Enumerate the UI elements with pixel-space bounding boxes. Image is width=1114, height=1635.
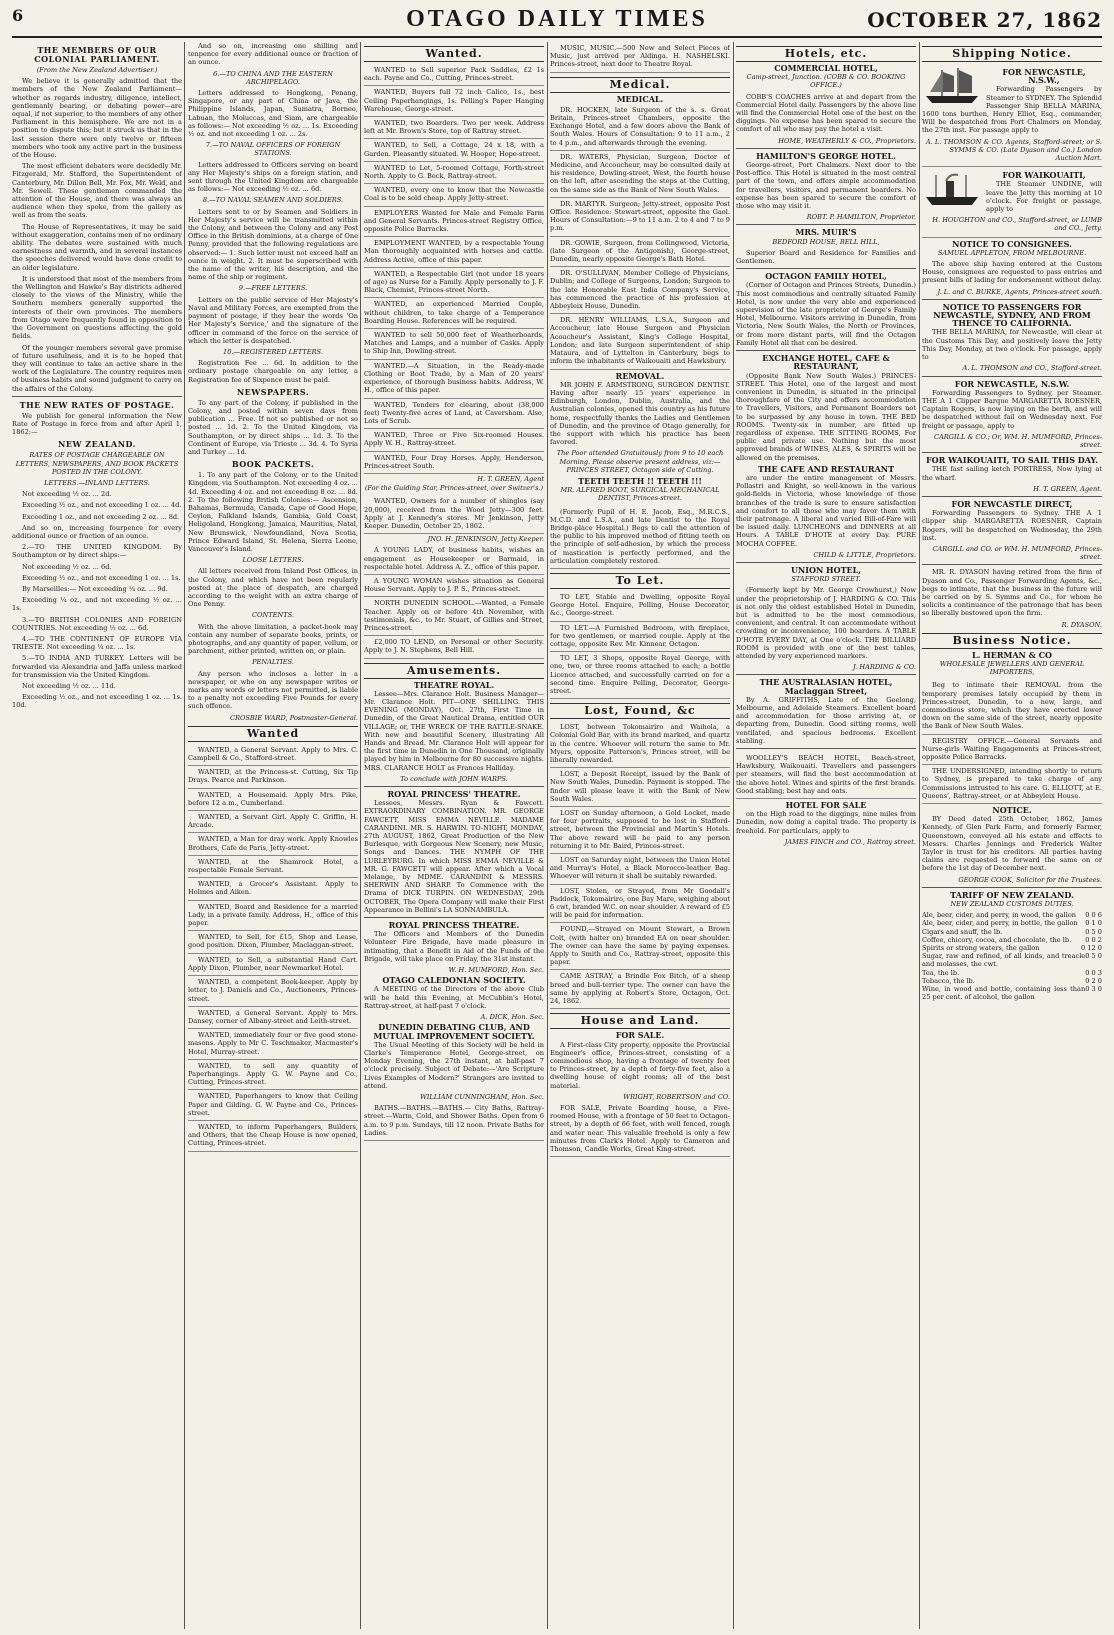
wanted-ad: WANTED, a General Servant. Apply to Mrs. Dansey, corner of Albany-street and Leith-street. [188,1007,358,1029]
wanted-ad: EMPLOYERS Wanted for Male and Female Farm and General Servants. Princes-street Registry Office, opposite Police Barracks. [364,207,544,238]
rule [922,564,1102,565]
ship-text: Forwarding Passengers by Steamer to SYDNEY. The Splendid Passenger Ship BELLA MARINA, 1600 tons burthen, Henry Elliot, Esq., commander, Will be despatched from Port Chalmers on Monday, the 27th inst. For passage apply to [922,85,1102,135]
section-title: 6.—TO CHINA AND THE EASTERN ARCHIPELAGO. [213,69,333,86]
article-source: (From the New Zealand Advertiser.) [36,66,158,74]
column-3 [364,42,544,1629]
wanted-heading: Wanted. [364,46,544,62]
to-let-heading: To Let. [550,573,730,589]
medical-ad: DR. WATERS, Physician, Surgeon, Doctor of Medicine, and Accoucheur, may be consulted daily at his residence, Dowling-street, West, the fourth house on the left, after ascending the steps at the Cutting, on the same side as the Bank of New South Wales. [550,151,730,198]
wanted-heading: Wanted [188,726,358,742]
postage-subheading-3: LETTERS.—INLAND LETTERS. [44,478,150,487]
princess-benefit-title: ROYAL PRINCESS THEATRE. [388,920,520,931]
column-divider [919,42,920,1629]
tariff-item: Wine, in wood and bottle, containing less than 25 per cent. of alcohol, the gallon [922,985,1086,1002]
herman-sub: WHOLESALE JEWELLERS AND GENERAL IMPORTERS, [939,659,1085,677]
school-ad: NORTH DUNEDIN SCHOOL.—Wanted, a Female Teacher. Apply on or before 4th November, with testimonials, &c., to Mr. Stuart, of Gillies and Street, Princes-street. [364,597,544,636]
rule [736,748,916,749]
section-title: LOOSE LETTERS. [242,556,304,565]
union-hotel-title: UNION HOTEL, [790,564,862,575]
wanted-ad: WANTED, a competent Book-keeper. Apply by letter, to J. Daniels and Co., Auctioneers, Princes-street. [188,976,358,1007]
section-title: CONTENTS. [252,611,294,620]
article-heading: THE MEMBERS OF OUR COLONIAL PARLIAMENT. [34,45,160,64]
waikouaiti-sig: H. T. GREEN, Agent. [1033,484,1102,493]
tariff-item: Coffee, chicory, cocoa, and chocolate, the lb. [922,935,1072,944]
exchange-hotel-title: EXCHANGE HOTEL, CAFE & RESTAURANT, [762,353,890,372]
business-notice-heading: Business Notice. [922,633,1102,649]
exchange-hotel-sig: CHILD & LITTLE, Proprietors. [813,550,916,559]
column-divider [360,42,361,1629]
dyason-sig: R. DYASON. [1061,620,1102,629]
to-let-ad: TO LET, 3 Shops, opposite Royal George, with one, two, or three rooms attached to each; a bottle Licence attached, and successfully carried on for a second time. Enquire Pelling, Decorator, George-street. [550,652,730,699]
consignees-text: The above ship having entered at the Custom House, consignees are requested to pass entries and present bills of lading for endorsement without delay. [922,260,1102,285]
situation-ad: A YOUNG WOMAN wishes situation as General House Servant. Apply to J. P. S., Princes-street. [364,575,544,597]
loan-ad: £2,000 TO LEND, on Personal or other Security. Apply to J. N. Stephens, Bell Hill. [364,636,544,658]
hotels-heading: Hotels, etc. [736,46,916,62]
section-title: NEWSPAPERS. [236,386,310,397]
tariff-rate: 0 5 0 [1085,927,1102,936]
wanted-ad: WANTED, two Boarders. Two per week. Address left at Mr. Brown's Store, top of Rattray street. [364,117,544,139]
newcastle-text: Forwarding Passengers to Sydney, per Steamer. THE A 1 Clipper Barque MARGARETTA ROESNER, Captain Rogers, is now laying on the berth, and will be despatched without fail on Wednesday next. For freight or passage, apply to [922,388,1102,430]
postage-heading: THE NEW RATES OF POSTAGE. [19,399,175,410]
rule [12,396,182,397]
debating-signature: WILLIAM CUNNINGHAM, Hon. Sec. [420,1092,544,1101]
agent-note: (For the Guiding Star, Princes-street, over Switzer's.) [364,484,544,493]
to-let-ad: TO LET, Stable and Dwelling, opposite Royal George Hotel. Enquire, Pelling, House Decorator, &c., George-street. [550,591,730,622]
secretary-signature: W. H. MUMFORD, Hon. Sec. [448,966,544,975]
princess-theatre-text: Lessees, Messrs. Ryan & Fawcett. EXTRAORDINARY COMBINATION. MR. GEORGE FAWCETT, MISS EMMA NEVILLE. MADAME CARANDINI. MR. S. HARWIN. TO-NIGHT, MONDAY, 27th AUGUST, 1862, Great Production of the New Burlesque, with Gorgeous New Scenery, new Music, Songs and Dances. THE NYMPH OF THE LURLEYBURG. In which MISS EMMA NEVILLE & MR. G. FAWCETT will appear. After which a Vocal Melange, by MDME. CARANDINI & MESSRS. SHERWIN AND SHARP. To Commence with the Drama of DICK TURPIN. ON WEDNESDAY, 29th OCTOBER, The Opera Company will make their First Appearance in Bellini's LA SONNAMBULA. [364,799,544,914]
woolleys-ad: WOOLLEY'S BEACH HOTEL, Beach-street, Hawksbury, Waikouaiti. Travellers and passengers per steamers, will find the best accommodation at the above hotel. Wines and spirits of the first brands. Good stabling; best hay and oats. [736,752,916,799]
rule [736,562,916,563]
lost-ad: LOST on Saturday night, between the Union Hotel and Murray's Hotel, a Black Morocco-leather Bag. Whoever will return it shall be suitably rewarded. [550,854,730,885]
section-title: 8.—TO NAVAL SEAMEN AND SOLDIERS. [202,196,344,205]
union-hotel-sig: J. HARDING & CO. [853,663,916,672]
masthead [12,6,1102,38]
section-text: Letters sent to or by Seamen and Soldiers in Her Majesty's service will be transmitted within the Colony, and between the Colony and any Post Office in the British dominions, at a charge of One Penny, provided that the following regulations are observed:— 1. Such letter must not exceed half an ounce in weight. 2. It must be superscribed with the name of the writer, his description, and the name of the ship or regiment. [188,207,358,282]
column-divider [547,42,548,1629]
newcastle-sig: CARGILL & CO.; Or, WM. H. MUMFORD, Princes-street. [933,432,1102,449]
tariff-title: TARIFF OF NEW ZEALAND. [950,889,1074,900]
theatre-text: Lessee—Mrs. Clarance Holt. Business Manager—Mr. Clarance Holt. PIT—ONE SHILLING. THIS EVENING (MONDAY), Oct. 27th, First Time in Dunedin, of the Great Nautical Drama, entitled OUR VILLAGE; or, THE WRECK OF THE RATTLE-SNAKE. With new and beautiful Scenery, illustrating All Hands and Bread. Mr. Clarance Holt will appear for the first time in Dunedin in One Thousand, originally played by him in Melbourne for 80 successive nights. MRS. CLARANCE HOLT as Frances Halliday. [364,689,544,772]
article-paragraph: The most efficient debaters were decidedly Mr. Fitzgerald, Mr. Stafford, the Superintendent of Canterbury, Mr. Dillon Bell, Mr. Fox, Mr. Weld, and Mr. Sewell. These gentlemen commanded the attention of the House, and there was always an audience when they spoke, from the gallery as well as from the seats. [12,162,182,220]
situation-ad: A YOUNG LADY, of business habits, wishes an engagement as Housekeeper or Barmaid, in respectable hotel. Address A. Z., office of this paper. [364,544,544,575]
cafe-text: are under the entire management of Messrs. Pollastri and Knight, so well-known in the various gold-fields in Victoria, whose knowledge of those branches of the trade is sure to ensure satisfaction and comfort to all those who may favor them with their patronage. A liberal and varied Bill-of-Fare will be issued daily. LUNCHEONS and DINNERS at all Hours. A TABLE D'HOTE at every Day. PURE MOCHA COFFEE. [736,473,916,548]
hotel-sale-text: on the High road to the diggings, nine miles from Dunedin, now doing a capital trade. The property is freehold. For particulars, apply to [736,810,916,835]
teeth-subtitle: MR. ALFRED BOOT, SURGICAL MECHANICAL DENTIST, Princes-street. [560,486,720,503]
jetty-notice: WANTED, Owners for a number of shingles (say 20,000), received from the Wood Jetty—300 feet. Apply at J. Kennedy's stores. Mr Jenkinson, Jetty Keeper. Dunedin, October 25, 1862. [364,495,544,534]
tariff-rate: 0 0 2 [1085,935,1102,944]
tariff-row [922,936,1102,944]
tariff-row [922,928,1102,936]
medical-ad: DR. O'SULLIVAN, Member College of Physicians, Dublin; and College of Surgeons, London; Surgeon to the late Honorable East India Company's Service, has commenced the practice of his profession at Abbeyleix House, Dunedin. [550,267,730,314]
rule [922,376,1102,377]
wanted-ad: EMPLOYMENT WANTED, by a respectable Young Man thoroughly acquainted with horses and cattle. Address Active, office of this paper. [364,237,544,268]
princess-theatre-title: ROYAL PRINCESS' THEATRE. [387,789,521,800]
jetty-signature: JNO. H. JENKINSON, Jetty Keeper. [427,535,544,544]
muir-title: MRS. MUIR'S [795,227,857,238]
tariff-sub: NEW ZEALAND CUSTOMS DUTIES. [950,900,1074,909]
lost-ad: LOST, between Tokomairiro and Waihola, a Colonial Gold Bar, with its brand marked, and quartz in the centre. Whoever will return the same to Mr. Myers, opposite Patterson's, Princes street, will be liberally rewarded. [550,721,730,768]
rule [736,148,916,149]
section-title: 9.—FREE LETTERS. [238,284,308,293]
wanted-ad: WANTED, every one to know that the Newcastle Coal is to be sold cheap. Apply Jetty-street. [364,184,544,206]
section-title: PENALTIES. [252,658,294,667]
lost-ad: LOST on Sunday afternoon, a Gold Locket, made for four portraits, supposed to be lost in Stafford-street, between the Provincial and Martin's Hotels. The above reward will be paid to any person returning it to Mr. Baird, Princes-street. [550,807,730,854]
commercial-hotel-text: COBB'S COACHES arrive at and depart from the Commercial Hotel daily. Passengers by the above line will find the Commercial Hotel one of the best on the diggings. No expense has been spared to secure the comfort of all who may pay the hotel a visit. [736,92,916,134]
cafe-title: THE CAFE AND RESTAURANT [757,463,895,474]
wanted-ad: WANTED to sell 50,000 feet of Weatherboards, Matches and Lamps, and a number of Casks. Apply to Ship Inn, Dowling-street. [364,329,544,360]
hamilton-hotel-sig: ROBT. P. HAMILTON, Proprietor. [806,213,916,222]
section-text: With the above limitation, a packet-book may contain any number of separate books, prints, or photographs, and any quantity of paper, vellum, or parchment, either printed, written on, or plain. [188,622,358,656]
teeth-text: (Formerly Pupil of H. E. Jacob, Esq., M.R.C.S., M.C.D. and L.S.A., and late Dentist to the Royal Bridge-place Hospital.) Begs to call the attention of the public to his improved method of fitting teeth on the principle of self-adhesion, by which the process of mastication is perfectly performed, and the articulation completely restored. [550,506,730,569]
rule [364,917,544,918]
newcastle-title: FOR NEWCASTLE, N.S.W. [954,378,1070,389]
waikouaiti-text: THE fast sailing ketch PORTRESS, Now lying at the wharf. [922,465,1102,482]
article-paragraph: The House of Representatives, it may be said without exaggeration, contains men of no ordinary ability. The debates were sustained with much earnestness and warmth, and in several instances the speeches delivered would have done credit to an older legislature. [12,222,182,272]
medical-heading: Medical. [550,77,730,93]
article-paragraph: It is understood that most of the members from the Wellington and Hawke's Bay districts adhered closely to the views of the Ministry, while the Southern members generally supported the interests of their own provinces. The members from Otago were frequently found in opposition to the Government on questions affecting the gold fields. [12,274,182,341]
wanted-ad: WANTED, to Sell, a Cottage, 24 x 18, with a Garden. Pleasantly situated. W. Hooper, Hope-street. [364,139,544,161]
medical-ad: DR. HENRY WILLIAMS, L.S.A., Surgeon and Accoucheur, late House Surgeon and Physician Acoucheur's Assistant, King's College Hospital, London; and late Surgeon superintendent of ship Mataura, and of Lyttelton in Canterbury, begs to inform the inhabitants of Waikouaiti and Hawksbury. [550,314,730,369]
tariff-rate: 0 3 0 [1085,985,1102,994]
herman-text: Beg to intimate their REMOVAL from the temporary premises lately occupied by them in Princes-street, Dunedin, to a new, large, and commodious store, which they have erected lower down on the same side of the street, nearly opposite the Bank of New South Wales. [922,679,1102,734]
wanted-ad: WANTED, a General Servant. Apply to Mrs. C. Campbell & Co., Stafford-street. [188,744,358,766]
wanted-ad: WANTED, a Respectable Girl (not under 18 years of age) as Nurse for a Family. Apply personally to J. F. Black, Chemist, Princes-street North. [364,268,544,299]
tariff-item: Spirits or strong waters, the gallon [922,944,1040,953]
rule [922,299,1102,300]
ship-title: FOR NEWCASTLE, N.S.W., [1002,67,1086,86]
section-text: Registration Fee ... 6d. In addition to the ordinary postage chargeable on any letter, a Registration fee of Sixpence must be paid. [188,359,358,384]
tariff-row [922,919,1102,927]
postage-line: And so on, increasing fourpence for every additional ounce or fraction of an ounce. [12,523,182,540]
tariff-rate: 0 1 0 [1085,919,1102,928]
column-4 [550,42,730,1629]
rule [922,452,1102,453]
column-2 [188,42,358,1629]
wanted-ad: WANTED to Sell superior Pack Saddles, £2 1s each. Payne and Co., Cutting, Princes-street. [364,64,544,86]
elliott-ad: THE UNDERSIGNED, intending shortly to return to Sydney, is prepared to take charge of any Commissions intrusted to his care. G. ELLIOTT, at E. Queens', Rattray-street, or at Abbeyleix House. [922,765,1102,804]
wanted-ad: WANTED, a Housemaid. Apply Mrs. Pike, before 12 a.m., Cumberland. [188,789,358,811]
postage-intro: And so on, increasing one shilling and tenpence for every additional ounce or fraction of an ounce. [188,42,358,67]
ship-title: FOR WAIKOUAITI, [1002,170,1086,181]
newcastle-direct-text: Forwarding Passengers to Sydney. THE A 1 clipper ship MARGARETTA ROESNER, Captain Rogers, will be despatched on Wednesday, the 29th inst. [922,509,1102,542]
section-text: 1. To any part of the Colony, or to the United Kingdom, via Southampton. Not exceeding 4 oz. ... 4d. Exceeding 4 oz. and not exceeding 8 oz. ... 8d. 2. To the following British Colonies:— Ascension, Bahamas, Bermuda, Canada, Cape of Good Hope, Ceylon, Falkland Islands, Gambia, Gold Coast, Heligoland, Hongkong, Jamaica, Mauritius, Natal, New Brunswick, Newfoundland, Nova Scotia, Prince Edward Island, St. Helena, Sierra Leone, Vancouver's Island. [188,471,358,553]
tariff-row [922,969,1102,977]
rule [922,887,1102,888]
wanted-ad: WANTED, at the Princess-st. Cutting, Six Tip Drays. Pearce and Parkinson. [188,766,358,788]
hamilton-hotel-title: HAMILTON'S GEORGE HOTEL. [756,150,896,161]
postage-line: Exceeding ¼ oz., and not exceeding ½ oz. ... 1s. [12,596,182,613]
muir-sub: BEDFORD HOUSE, BELL HILL, [772,237,880,246]
lost-ad: CAME ASTRAY, a Brindle Fox Bitch, of a sheep breed and bull-terrier type. The owner can have the same by applying at Robert's Store, Octagon, Oct. 24, 1862. [550,970,730,1009]
for-sale-signature: WRIGHT, ROBERTSON and CO. [623,1092,730,1101]
tariff-rate: 0 0 3 [1085,968,1102,977]
tariff-row [922,952,1102,968]
wanted-ad: WANTED, at the Shamrock Hotel, a respectable Female Servant. [188,856,358,878]
medical-ad: DR. HOCKEN, late Surgeon of the s. s. Great Britain, Princes-street Chambers, opposite the Exchange Hotel, and a few doors above the Bank of South Wales. Hours of Consultation: 9 to 11 a.m., 2 to 4 p.m., and afterwards through the evening. [550,104,730,151]
commercial-hotel-sig: HOME, WEATHERLY & CO., Proprietors. [778,136,916,145]
house-land-heading: House and Land. [550,1013,730,1029]
caledonian-signature: A. DICK, Hon. Sec. [480,1013,544,1022]
section-title: BOOK PACKETS. [231,459,315,470]
for-sale-text: A First-class City property, opposite the Provincial Engineer's office, Princes-street, consisting of a commodious shop, having a frontage of twenty feet to Princes-street, by a depth of forty-five feet, also a dwelling house of eight rooms; all of the best material. [550,1040,730,1090]
passengers-title: NOTICE TO PASSENGERS FOR NEWCASTLE, SYDNEY, AND FROM THENCE TO CALIFORNIA. [933,301,1091,329]
postmaster-signature: CROSBIE WARD, Postmaster-General. [230,713,358,722]
baths-ad: BATHS.—BATHS.—BATHS.— City Baths, Rattray-street.—Warm, Cold, and Shower Baths. Open from 6 a.m. to 9 p.m. Sundays, till 12 noon. Private Baths for Ladies. [364,1102,544,1141]
lost-found-heading: Lost, Found, &c [550,703,730,719]
debating-title: DUNEDIN DEBATING CLUB, AND MUTUAL IMPROVEMENT SOCIETY. [373,1022,535,1041]
postage-line: Exceeding ½ oz., and not exceeding 1 oz. ... 1s. [22,573,181,582]
caledonian-title: OTAGO CALEDONIAN SOCIETY. [382,975,526,986]
ship-agent: A. L. THOMSON & CO. Agents, Stafford-street; or S. SYMMS & CO. (Late Dyason and Co.) London Auction Mart. [925,137,1102,163]
section-text: To any part of the Colony, if published in the Colony, and posted within seven days from publication ... Free. If not so published or not so posted ... 1d. 2. To the United Kingdom, via Southampton, or by direct ships ... 1d. 3. To the Continent of Europe, via Trieste ... 3d. 4. To Syria and Turkey ... 1d. [188,398,358,456]
postage-line: 3.—TO BRITISH COLONIES AND FOREIGN COUNTRIES. Not exceeding ½ oz. ... 6d. [12,615,182,632]
lost-ad: LOST, a Deposit Receipt, issued by the Bank of New South Wales, Dunedin. Payment is stopped. The finder will please leave it with the Bank of New South Wales. [550,768,730,807]
rule [922,496,1102,497]
removal-text: MR JOHN F. ARMSTRONG, SURGEON DENTIST. Having after nearly 15 years' experience in Edinburgh, London, Dublin, Australia, and the Australian colonies, opened this country as his future home, respectfully thanks the Ladies and Gentlemen of Dunedin, and the province of Otago generally, for the support with which his practice has been favored. [550,380,730,447]
article-paragraph: Of the younger members several gave promise of future usefulness, and it is to be hoped that they will continue to take an active share in the work of the Legislature. The country requires men of business habits and sound judgment to carry on the affairs of the Colony. [12,343,182,393]
commercial-hotel-title: COMMERCIAL HOTEL, [774,63,878,73]
tariff-item: Ale, beer, cider, and perry, in wood, the gallon [922,911,1077,920]
for-sale-title: FOR SALE. [615,1030,665,1041]
medical-ad: DR. MARTYR. Surgeon; Jetty-street, opposite Post Office. Residence: Stewart-street, opposite the Gaol. Hours of Consultation:—9 to 11 a.m. 2 to 4 and 7 to 9 p.m. [550,198,730,237]
wanted-ad: WANTED, immediately four or five good stone-masons. Apply to Mr C. Teschmaker, Macmaster's Hotel, Murray-street. [188,1029,358,1060]
tariff-item: Tobacco, the lb. [922,976,975,985]
rule [736,268,916,269]
union-hotel-text: (Formerly kept by Mr. George Crowhurst,) Now under the proprietorship of J. HARDING & CO. This is not only the oldest established Hotel in Dunedin, but is admitted to be the most commodious, convenient, and central. It can accommodate without crowding or inconvenience, 100 boarders. A TABLE D'HOTE EVERY DAY, at One o'clock. THE BILLIARD ROOM is provided with one of the best tables, attended by very experienced markers. [736,586,916,660]
postage-line: Not exceeding ½ oz. ... 11d. [22,682,116,690]
consignees-sig: J. L. and C. BURKE, Agents, Princes-street south. [937,287,1102,296]
section-text: Letters addressed to Hongkong, Penang, Singapore, or any part of China or Java, the Philippine Islands, Japan, Sumatra, Borneo, Labuan, the Moluccas, and Siam, are chargeable as follows:— Not exceeding ½ oz. ... 1s. Exceeding ½ oz. and not exceeding 1 oz. ... 2s. [188,89,358,139]
australasian-text: By A. GRIFFITHS, Late of the Geelong, Melbourne, and Adelaide Steamers. Excellent board and accommodation for those arriving at, or departing from, Dunedin. Good sitting rooms, well ventilated, and spacious bedrooms. Excellent stabling. [736,695,916,745]
hotel-sale-sig: JAMES FINCH and CO., Rattray street. [784,837,916,846]
wanted-ad: WANTED, Buyers full 72 inch Calico, 1s., best Ceiling Paperhangings, 1s. Pelling's Paper Hanging Warehouse, George-street. [364,86,544,117]
wanted-ad: WANTED.—A Situation, in the Ready-made Clothing or Boot Trade, by a Man of 20 years' experience, of thorough business habits. Address, W. H., office of this paper. [364,360,544,399]
postage-line: 5.—TO INDIA AND TURKEY. Letters will be forwarded via Alexandria and Jaffa unless marked for transmission via the United Kingdom. [12,654,182,679]
union-hotel-sub: STAFFORD STREET. [791,575,861,584]
tariff-rate: 0 5 0 [1085,952,1102,961]
caledonian-text: A MEETING of the Directors of the above Club will be held this Evening, at McCubbin's Hotel, Rattray-street, at half-past 7 o'clock. [364,985,544,1010]
newspaper-title: OTAGO DAILY TIMES [406,6,708,32]
debating-text: The Usual Meeting of this Society will be held in Clarke's Temperance Hotel, George-street, on Monday Evening, the 27th instant, at half-past 7 o'clock precisely. Subject of Debate:—'Are Scripture Lives Examples of Modern?' Strangers are invited to attend. [364,1040,544,1090]
tariff-item: Sugar, raw and refined, of all kinds, and treacle and molasses, the cwt. [922,952,1086,969]
tariff-item: Cigars and snuff, the lb. [922,927,1003,936]
passengers-text: THE BELLA MARINA, for Newcastle, will clear at the Customs This Day, and positively leave the Jetty This Day, Monday, at two o'clock. For passage, apply to [922,328,1102,362]
postage-line: 2.—TO THE UNITED KINGDOM. By Southampton or by direct ships:— [12,543,182,560]
newcastle-direct-sig: CARGILL and CO. or WM. H. MUMFORD, Princes-street. [932,544,1102,562]
wanted-ad: WANTED, to sell any quantity of Paperhangings. Apply G. W. Payne and Co., Cutting, Princes-street. [188,1060,358,1091]
wanted-ad: WANTED, Tenders for clearing, about (38,000 feet) Twenty-five acres of Land, at Caversham. Also, Lots of Scrub. [364,399,544,430]
tariff-rate: 0 0 6 [1085,911,1102,920]
postage-subheading-2: RATES OF POSTAGE CHARGEABLE ON LETTERS, NEWSPAPERS, AND BOOK PACKETS POSTED IN THE COLONY. [15,451,179,476]
wanted-ad: WANTED, to Sell, a substantial Hand Cart. Apply Dixon, Plumber, near Newmarket Hotel. [188,954,358,976]
princess-benefit-text: The Officers and Members of the Dunedin Volunteer Fire Brigade, have made pleasure in intimating, that a Benefit in Aid of the Funds of the Brigade, will take place on Friday, the 31st instant. [364,930,544,963]
tariff-rate: 0 12 0 [1081,944,1102,953]
article-paragraph: We believe it is generally admitted that the members of the New Zealand Parliament—whether as regards industry, diligence, intellect, gentlemanly bearing, or debating power—are equal, if not superior, to the members of any other Parliament in this hemisphere. We are not in a position to dispute this; but it struck us that in the last session there were only twelve or fifteen members who took any active part in the business of the House. [12,77,182,160]
wanted-ad: WANTED to Let, 5-roomed Cottage, Forth-street North. Apply to G. Beck, Rattray-street. [364,162,544,184]
wanted-ad: WANTED, a Man for dray work. Apply Knowles Brothers, Cafe de Paris, Jetty-street. [188,833,358,855]
sale-ad: FOR SALE, Private Boarding house, a Five-roomed House, with a frontage of 50 feet to Octagon-street, by a depth of 66 feet, with well fenced, rough and water near. This valuable freehold is only a few minutes from Clark's Hotel. Apply to Cameron and Thomson, Candle Works, Great King-street. [550,1102,730,1157]
lost-ad: LOST, Stolen, or Strayed, from Mr Goodall's Paddock, Tokomairiro, one Bay Mare, weighing about 6 cwt, branded W.C. on near shoulder. A reward of £5 will be paid for information. [550,885,730,924]
tariff-row [922,944,1102,952]
theatre-footer: To conclude with JOHN WARPS. [400,774,508,783]
wanted-ad: WANTED, a Servant Girl. Apply C. Griffin, H. Arcade. [188,811,358,833]
medical-ad: DR. GOWIE, Surgeon, from Collingwood, Victoria, (late Surgeon of the Antigonish), George-street, Dunedin, nearly opposite George's Bath Hotel. [550,237,730,268]
section-text: All letters received from Inland Post Offices, in the Colony, and which have not been regularly posted at the place of despatch, are charged according to the weight with an extra charge of One Penny. [188,567,358,609]
to-let-ad: TO LET.—A Furnished Bedroom, with fireplace, for two gentlemen, or married couple. Apply at the cottage, opposite Rev. Mr. Kinnear, Octagon. [550,622,730,653]
wanted-ad: WANTED, an experienced Married Couple, without children, to take charge of a Temperance Boarding House. References will be required. [364,298,544,329]
steamer-icon [922,169,982,209]
section-text: Any person who incloses a letter in a newspaper, or who on any newspaper writes or marks any words or letters not permitted, is liable to a penalty not exceeding Five Pounds for every such offence. [188,669,358,711]
wanted-ad: WANTED, to inform Paperhangers, Builders, and Others, that the Cheap House is now opened, Cutting, Princes-street. [188,1121,358,1152]
dyason-notice: MR. R. DYASON having retired from the firm of Dyason and Co., Passenger Forwarding Agents, &c., begs to intimate, that the business in the future will be carried on by S. Symms and Co., for whom he solicits a continuance of the patronage that has been so liberally bestowed upon the firm. [922,568,1102,618]
section-text: Letters addressed to Officers serving on board any Her Majesty's ships on a foreign station, and sent through the United Kingdom are chargeable as follows:— Not exceeding ½ oz. ... 6d. [188,160,358,194]
column-5-content [736,42,916,1629]
postage-line: Not exceeding ½ oz. ... 6d. [22,562,112,571]
postage-line: Exceeding 1 oz., and not exceeding 2 oz. ... 8d. [22,512,180,521]
notice-text: BY Deed dated 25th October, 1862, James Kennedy, of Glen Park Farm, and formerly Farmer, Queenstown, conveyed all his estate and effects to Messrs. Charles Jennings and Frederick Walter Taylor in trust for his creditors. All parties having claims are requested to forward the same on or before the 1st day of December next. [922,815,1102,873]
hotel-sale-title: HOTEL FOR SALE [785,800,867,811]
ship-ad [922,64,1102,167]
amusements-heading: Amusements. [364,663,544,679]
section-title: 7.—TO NAVAL OFFICERS OF FOREIGN STATIONS. [205,141,341,158]
postage-subheading: NEW ZEALAND. [58,439,136,450]
wanted-ad: WANTED, Four Dray Horses. Apply, Henderson, Princes-street South. [364,452,544,474]
shipping-column [922,42,1102,1629]
issue-date: OCTOBER 27, 1862 [867,8,1102,32]
australasian-title: THE AUSTRALASIAN HOTEL, Maclaggan Street, [759,677,893,696]
music-ad: MUSIC, MUSIC.—500 New and Select Pieces of Music, just arrived per Aldinga. H. NASHELSKI. Princes-street, next door to Theatre Royal. [550,42,730,73]
commercial-hotel-sub: Camp-street, Junction. (COBB & CO. BOOKING OFFICE.) [746,73,906,90]
shipping-heading: Shipping Notice. [922,46,1102,62]
consignees-sub: SAMUEL APPLETON, FROM MELBOURNE. [937,248,1087,257]
wanted-ad: WANTED, Three or Five Six-roomed Houses. Apply W. H., Rattray-street. [364,429,544,451]
postage-intro: We publish for general information the New Rate of Postage in force from and after April 1, 1862:— [12,411,182,437]
hamilton-hotel-text: George-street, Port Chalmers. Next door to the Post-office. This Hotel is situated in the most central part of the town, and offers ample accommodation for travellers, visitors, and permanent boarders. No expense has been spared to secure the comfort of those who may visit it. [736,161,916,211]
herman-title: L. HERMAN & CO [971,649,1052,660]
postage-line: By Marseilles:— Not exceeding ¼ oz. ... 9d. [22,584,168,593]
teeth-title: TEETH TEETH !! TEETH !!! [578,475,702,486]
tariff-row [922,985,1102,1001]
medical-subheading: MEDICAL. [616,93,664,104]
exchange-hotel-text: (Opposite Bank New South Wales.) PRINCES-STREET. This Hotel, one of the largest and most convenient in Dunedin, is situated in the principal thoroughfare of the City and offers accommodation to Travellers, Visitors, and Permanent Boarders not to be surpassed by any house in town. THE BED ROOMS. Twenty-six in number, are fitted up regardless of expense. THE SITTING ROOMS, For public and private use. Nothing but the most approved brands of WINES, ALES, & SPIRITS will be allowed on the premises. [736,371,916,462]
rule [736,224,916,225]
rule [736,350,916,351]
rule [736,674,916,675]
waikouaiti-title: FOR WAIKOUAITI, TO SAIL THIS DAY. [925,455,1099,466]
rule [364,786,544,787]
column-1 [12,42,182,1629]
postage-line: Not exceeding ½ oz. ... 2d. [22,490,112,499]
column-divider [733,42,734,1629]
octagon-hotel-title: OCTAGON FAMILY HOTEL, [765,271,887,282]
tariff-rate: 0 2 0 [1085,976,1102,985]
notice-title: NOTICE. [992,805,1032,816]
page-number: 6 [12,6,24,25]
postage-line: Exceeding ½ oz., and not exceeding 1 oz. ... 4d. [22,501,182,510]
passengers-sig: A. L. THOMSON and CO., Stafford-street. [962,364,1102,373]
lost-ad: FOUND,—Strayed on Mount Stewart, a Brown Colt, (with halter on) branded EA on near shoulder. The owner can have the same by paying expenses. Apply to Smith and Co., Rattray-street, opposite this paper. [550,923,730,970]
tariff-item: Ale, beer, cider, and perry, in bottle, the gallon [922,919,1078,928]
registry-ad: REGISTRY OFFICE.—General Servants and Nurse-girls Waiting Engagements at Princes-street, opposite Police Barracks. [922,735,1102,766]
theatre-title: THEATRE ROYAL. [413,679,495,690]
removal-address: The Poor attended Gratuitously from 9 to 10 each Morning. Please observe present address, viz:— PRINCES STREET, Octagon side of Cutting. [556,449,724,474]
wanted-ad: WANTED, Paperhangers to know that Ceiling Paper and Gilding. G. W. Payne and Co., Princes-street. [188,1090,358,1121]
wanted-ad: WANTED, to Sell, for £15, Shop and Lease, good position. Dixon, Plumber, Maclaggan-street. [188,931,358,953]
sailing-ship-icon [922,66,982,106]
tariff-item: Tea, the lb. [922,968,960,977]
octagon-hotel-text: (Corner of Octagon and Princes Streets, Dunedin.) This most commodious and centrally situated Family Hotel, is now under the very able and experienced supervision of the late proprietor of George's Family Hotel, Melbourne. Visitors arriving in Dunedin, from Victoria, New South Wales, the North or Provinces, or from more distant parts, will find the Octagon Family Hotel all that can be desired. [736,281,916,347]
ship-agent: H. HOUGHTON and CO., Stafford-street, or LUMB and CO., Jetty. [932,216,1102,233]
postage-line: Exceeding ½ oz., and not exceeding 1 oz. ... 1s. 10d. [12,693,182,710]
tariff-row [922,977,1102,985]
notice-sig: GEORGE COOK, Solicitor for the Trustees. [958,875,1102,884]
agent-signature: H. T. GREEN, Agent [477,474,544,483]
tariff-row [922,911,1102,919]
section-title: 10.—REGISTERED LETTERS. [223,347,323,356]
removal-title: REMOVAL. [615,370,665,381]
consignees-title: NOTICE TO CONSIGNEES. [952,238,1072,249]
newcastle-direct-title: FOR NEWCASTLE DIRECT, [951,498,1073,509]
wanted-ad: WANTED, Board and Residence for a married Lady, in a private family. Address, H., office of this paper. [188,901,358,932]
postage-line: 4.—TO THE CONTINENT OF EUROPE VIA TRIESTE. Not exceeding ¼ oz. ... 1s. [12,634,182,652]
ship-text: THE Steamer UNDINE, will leave the Jetty this morning at 10 o'clock. For freight or passage, apply to [986,180,1102,214]
ship-ad [922,167,1102,237]
section-text: Letters on the public service of Her Majesty's Naval and Military Forces, are exempted from the payment of postage, if they bear the words 'On Her Majesty's Service,' and the signature of the officer in command of the force on the service of which the letter is despatched. [188,295,358,345]
column-divider [184,42,185,1629]
muir-text: Superior Board and Residence for Families and Gentlemen. [736,248,916,266]
wanted-ad: WANTED, a Grocer's Assistant. Apply to Holmes and Aiken. [188,878,358,900]
